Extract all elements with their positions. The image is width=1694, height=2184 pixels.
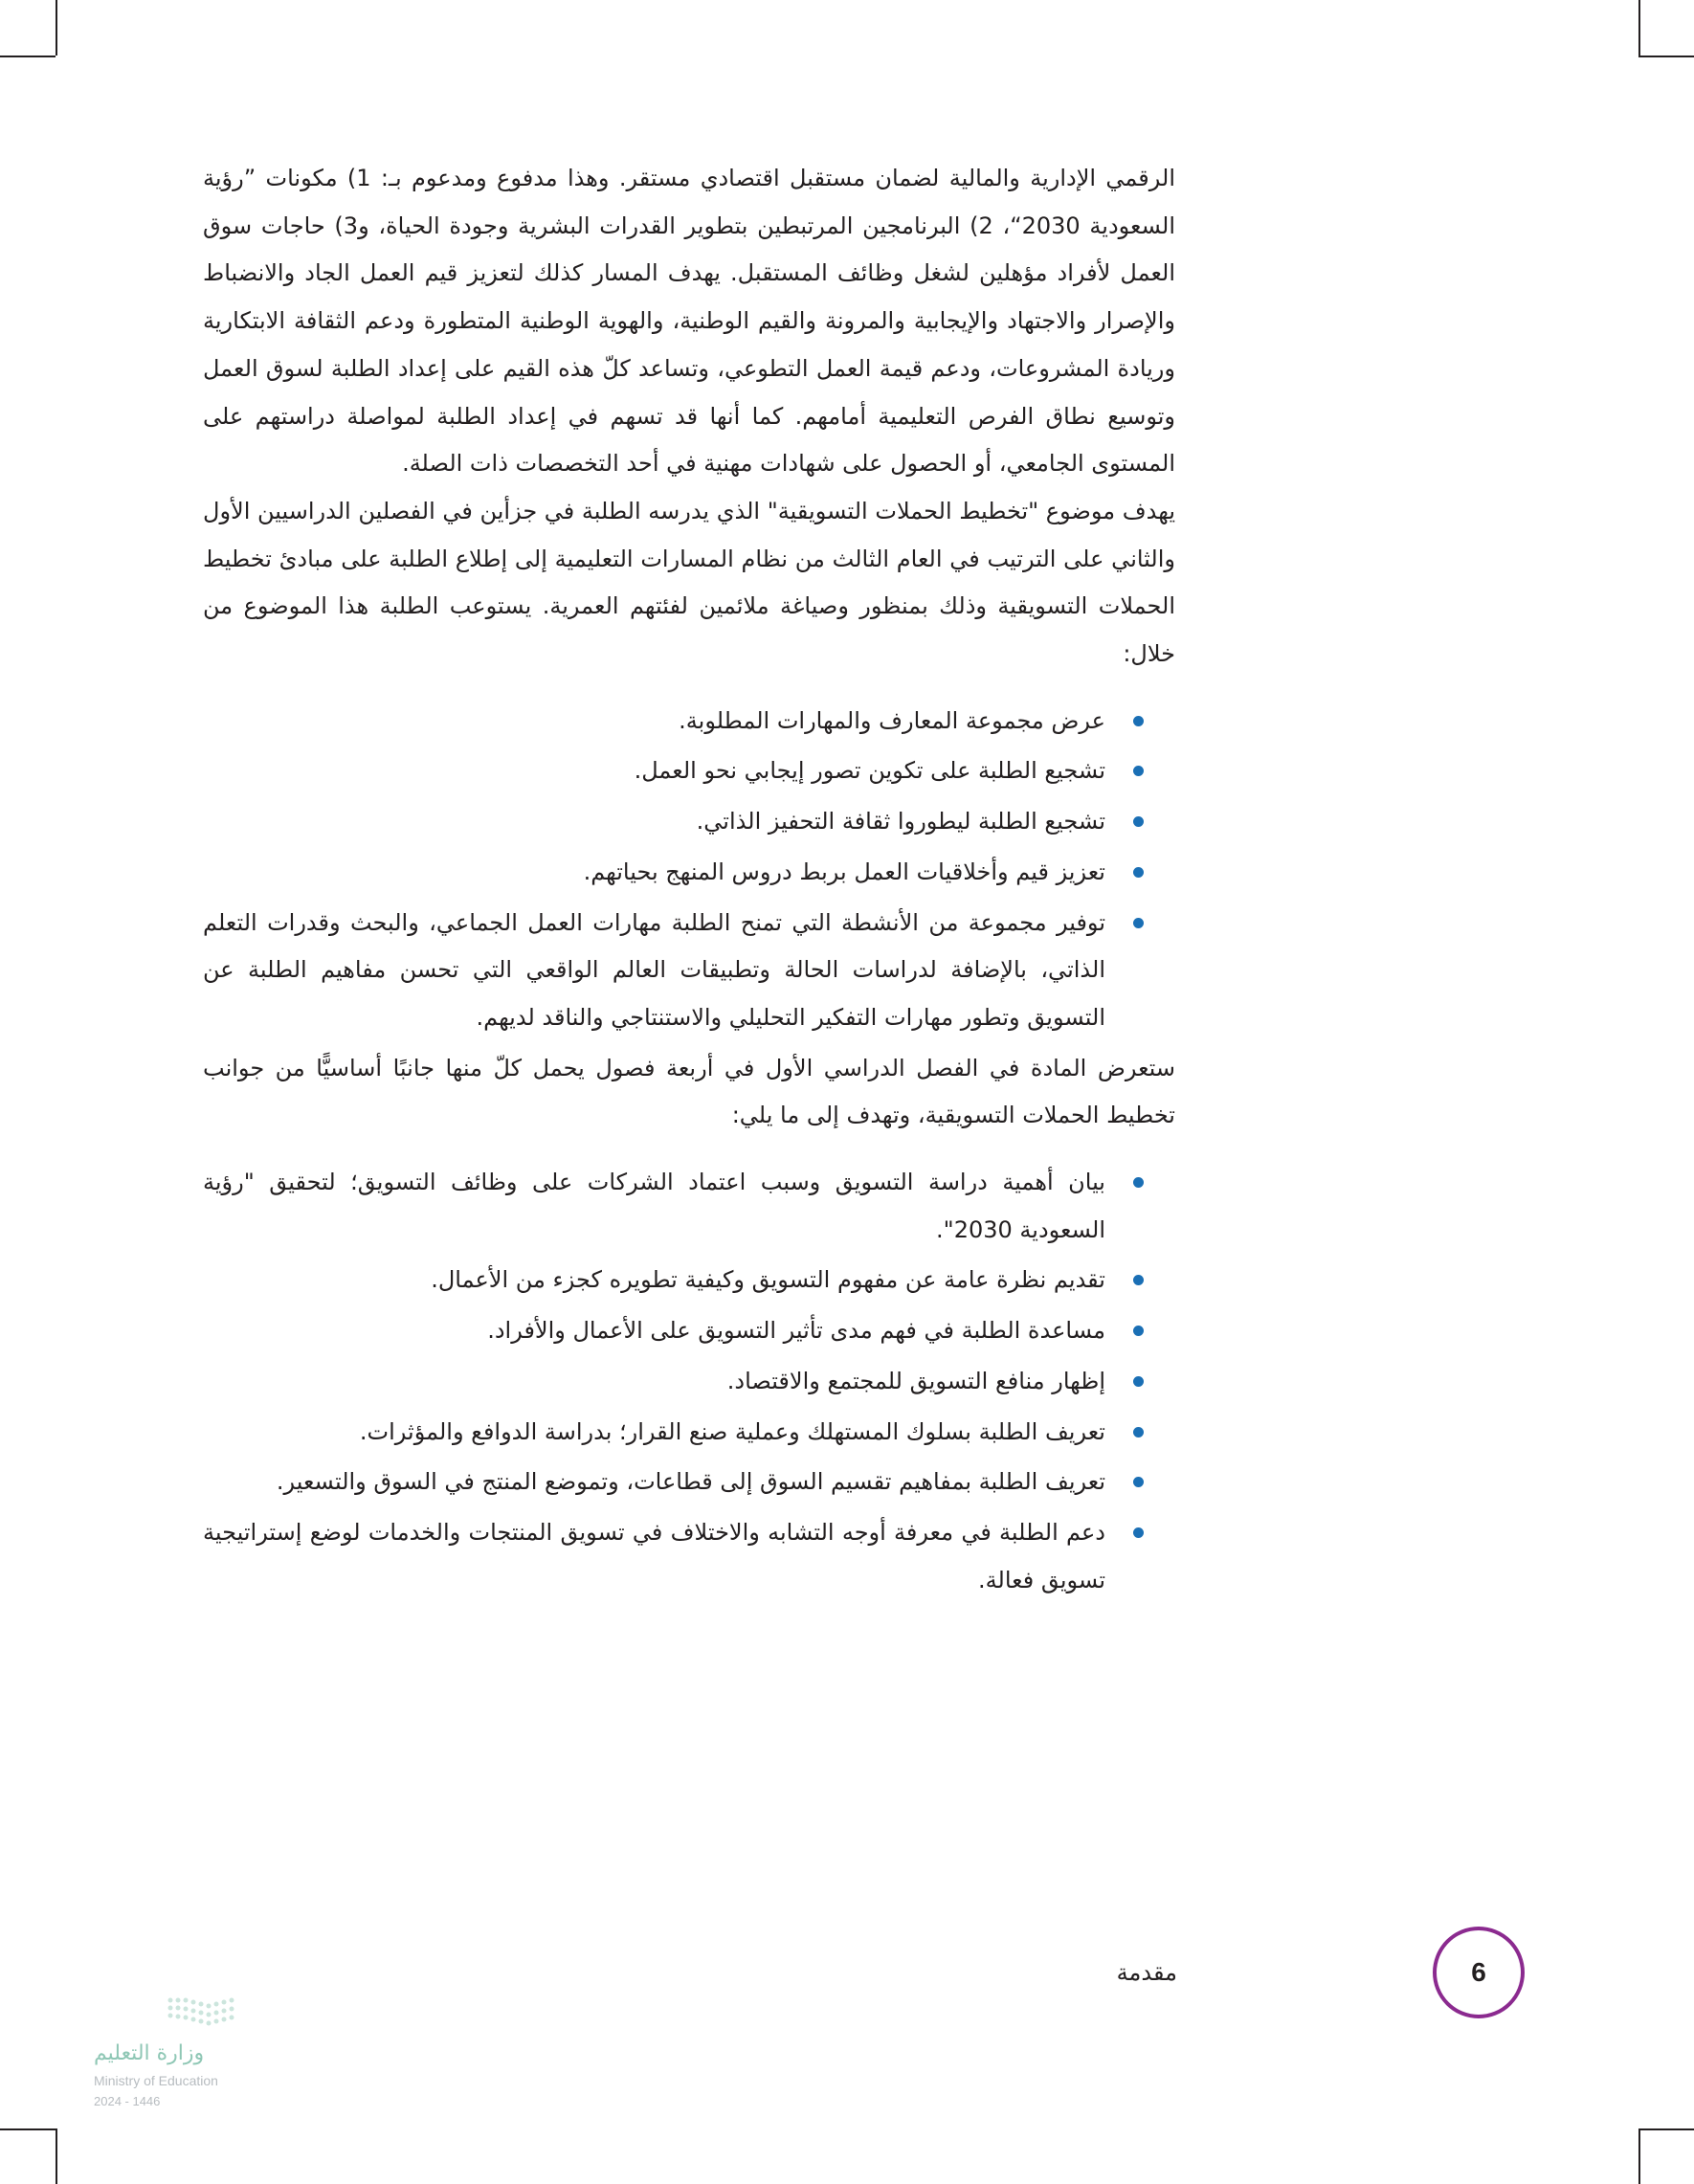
- bullet-icon: [1133, 1477, 1144, 1487]
- bullet-icon: [1133, 816, 1144, 827]
- list-item: تعريف الطلبة بسلوك المستهلك وعملية صنع القرار؛ بدراسة الدوافع والمؤثرات.: [203, 1409, 1105, 1457]
- bullet-icon: [1133, 1177, 1144, 1188]
- list-item: تقديم نظرة عامة عن مفهوم التسويق وكيفية تطويره كجزء من الأعمال.: [203, 1257, 1105, 1304]
- bullet-icon: [1133, 867, 1144, 878]
- list-item: عرض مجموعة المعارف والمهارات المطلوبة.: [203, 698, 1105, 746]
- bullet-icon: [1133, 716, 1144, 726]
- bullet-icon: [1133, 918, 1144, 928]
- semester-goals-list: [203, 1159, 1175, 1604]
- list-item: تعزيز قيم وأخلاقيات العمل بربط دروس المنهج بحياتهم.: [203, 849, 1105, 897]
- ministry-logo-icon: [94, 1989, 314, 2151]
- logo-arabic-text: وزارة التعليم: [94, 2041, 205, 2065]
- section-title: مقدمة: [1116, 1959, 1177, 1986]
- bullet-icon: [1133, 1275, 1144, 1285]
- list-item: دعم الطلبة في معرفة أوجه التشابه والاختلاف في تسويق المنتجات والخدمات لوضع إستراتيجية تسويق فعالة.: [203, 1509, 1105, 1604]
- page-number: 6: [1433, 1927, 1525, 2018]
- crop-mark: [1638, 2128, 1694, 2130]
- topic-paragraph: يهدف موضوع "تخطيط الحملات التسويقية" الذي يدرسه الطلبة في جزأين في الفصلين الدراسيين الأول والثاني على الترتيب في العام الثالث من نظام المسارات التعليمية إلى إطلاع الطلبة على مبادئ تخطيط الحملات التسويقية وذلك بمنظور وصياغة ملائمين لفئتهم العمرية. يستوعب الطلبة هذا الموضوع من خلال:: [203, 497, 1175, 668]
- bullet-icon: [1133, 1527, 1144, 1538]
- bullet-icon: [1133, 1376, 1144, 1387]
- learning-goals-list: [203, 698, 1175, 1042]
- bullet-icon: [1133, 1326, 1144, 1336]
- crop-mark: [0, 2128, 56, 2130]
- bullet-icon: [1133, 1427, 1144, 1437]
- crop-mark: [0, 56, 56, 57]
- crop-mark: [1638, 56, 1694, 57]
- logo-year: 2024 - 1446: [94, 2094, 161, 2108]
- crop-mark: [56, 2128, 57, 2184]
- list-item: مساعدة الطلبة في فهم مدى تأثير التسويق على الأعمال والأفراد.: [203, 1307, 1105, 1355]
- crop-mark: [1638, 2128, 1640, 2184]
- list-item: تشجيع الطلبة ليطوروا ثقافة التحفيز الذاتي.: [203, 798, 1105, 846]
- list-item: تشجيع الطلبة على تكوين تصور إيجابي نحو العمل.: [203, 747, 1105, 795]
- page-body: [203, 155, 1175, 1607]
- list-item: إظهار منافع التسويق للمجتمع والاقتصاد.: [203, 1358, 1105, 1406]
- intro-paragraph: الرقمي الإدارية والمالية لضمان مستقبل اقتصادي مستقر. وهذا مدفوع ومدعوم بـ: 1) مكونات ”رؤية السعودية 2030“، 2) البرنامجين المرتبطين بتطوير القدرات البشرية وجودة الحياة، و3) حاجات سوق العمل لأفراد مؤهلين لشغل وظائف المستقبل. يهدف المسار كذلك لتعزيز قيم العمل الجاد والانضباط والإصرار والاجتهاد والإيجابية والمرونة والقيم الوطنية، والهوية الوطنية المتطورة ودعم الثقافة الابتكارية وريادة المشروعات، ودعم قيمة العمل التطوعي، وتساعد كلّ هذه القيم على إعداد الطلبة لسوق العمل وتوسيع نطاق الفرص التعليمية أمامهم. كما أنها قد تسهم في إعداد الطلبة لمواصلة دراستهم على المستوى الجامعي، أو الحصول على شهادات مهنية في أحد التخصصات ذات الصلة.: [203, 165, 1175, 478]
- logo-english-text: Ministry of Education: [94, 2073, 218, 2088]
- crop-mark: [56, 0, 57, 56]
- semester-paragraph: ستعرض المادة في الفصل الدراسي الأول في أربعة فصول يحمل كلّ منها جانبًا أساسيًّا من جوانب تخطيط الحملات التسويقية، وتهدف إلى ما يلي:: [203, 1054, 1175, 1129]
- bullet-icon: [1133, 766, 1144, 776]
- crop-mark: [1638, 0, 1640, 56]
- list-item: توفير مجموعة من الأنشطة التي تمنح الطلبة مهارات العمل الجماعي، والبحث وقدرات التعلم الذاتي، بالإضافة لدراسات الحالة وتطبيقات العالم الواقعي التي تحسن مفاهيم الطلبة عن التسويق وتطور مهارات التفكير التحليلي والاستنتاجي والناقد لديهم.: [203, 900, 1105, 1042]
- list-item: بيان أهمية دراسة التسويق وسبب اعتماد الشركات على وظائف التسويق؛ لتحقيق "رؤية السعودية 2030".: [203, 1159, 1105, 1254]
- list-item: تعريف الطلبة بمفاهيم تقسيم السوق إلى قطاعات، وتموضع المنتج في السوق والتسعير.: [203, 1459, 1105, 1506]
